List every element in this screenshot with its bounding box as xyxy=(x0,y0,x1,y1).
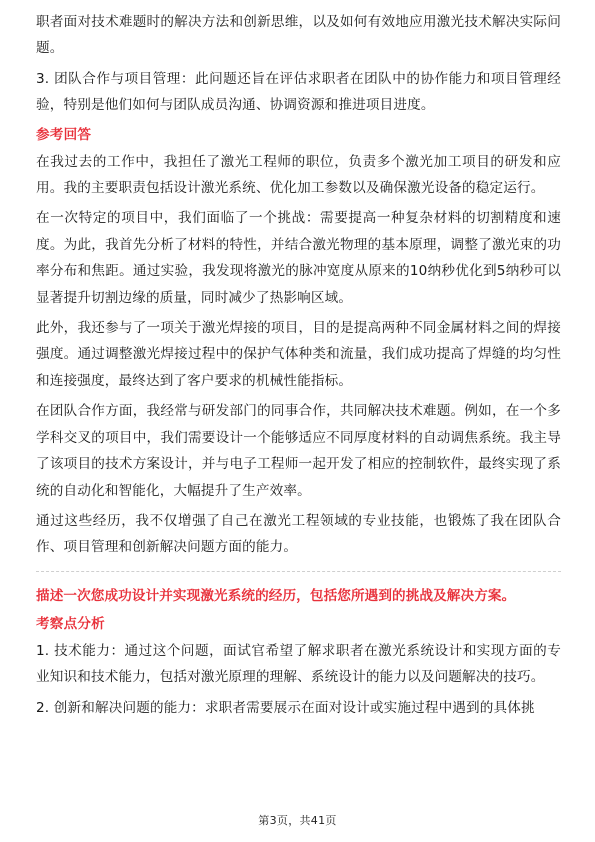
analysis-point-3: 3. 团队合作与项目管理：此问题还旨在评估求职者在团队中的协作能力和项目管理经验，特别是他们如何与团队成员沟通、协调资源和推进项目进度。 xyxy=(36,70,561,114)
page-number-footer: 第3页，共41页 xyxy=(258,814,337,827)
answer-paragraph-1: 在我过去的工作中，我担任了激光工程师的职位，负责多个激光加工项目的研发和应用。我的主要职责包括设计激光系统、优化加工参数以及确保激光设备的稳定运行。 xyxy=(36,153,561,197)
section-divider xyxy=(36,571,561,572)
answer-paragraph-5: 通过这些经历，我不仅增强了自己在激光工程领域的专业技能，也锻炼了我在团队合作、项目管理和创新解决问题方面的能力。 xyxy=(36,512,561,556)
question-title: 描述一次您成功设计并实现激光系统的经历，包括您所遇到的挑战及解决方案。 xyxy=(36,587,516,604)
answer-paragraph-4: 在团队合作方面，我经常与研发部门的同事合作，共同解决技术难题。例如，在一个多学科交叉的项目中，我们需要设计一个能够适应不同厚度材料的自动调焦系统。我主导了该项目的技术方案设计，并与电子工程师一起开发了相应的控制软件，最终实现了系统的自动化和智能化，大幅提升了生产效率。 xyxy=(36,403,561,499)
analysis-point-1: 1. 技术能力：通过这个问题，面试官希望了解求职者在激光系统设计和实现方面的专业知识和技术能力，包括对激光原理的理解、系统设计的能力以及问题解决的技巧。 xyxy=(36,642,561,686)
analysis-heading: 考察点分析 xyxy=(36,615,105,632)
page-content xyxy=(36,9,561,725)
answer-paragraph-3: 此外，我还参与了一项关于激光焊接的项目，目的是提高两种不同金属材料之间的焊接强度。通过调整激光焊接过程中的保护气体种类和流量，我们成功提高了焊缝的均匀性和连接强度，最终达到了客户要求的机械性能指标。 xyxy=(36,320,561,389)
reference-answer-heading: 参考回答 xyxy=(36,126,92,143)
analysis-point-2: 2. 创新和解决问题的能力：求职者需要展示在面对设计或实施过程中遇到的具体挑 xyxy=(36,699,535,716)
answer-paragraph-2: 在一次特定的项目中，我们面临了一个挑战：需要提高一种复杂材料的切割精度和速度。为此，我首先分析了材料的特性，并结合激光物理的基本原理，调整了激光束的功率分布和焦距。通过实验，我发现将激光的脉冲宽度从原来的10纳秒优化到5纳秒可以显著提升切割边缘的质量，同时减少了热影响区域。 xyxy=(36,210,561,306)
analysis-continuation-text: 职者面对技术难题时的解决方法和创新思维，以及如何有效地应用激光技术解决实际问题。 xyxy=(36,14,561,57)
